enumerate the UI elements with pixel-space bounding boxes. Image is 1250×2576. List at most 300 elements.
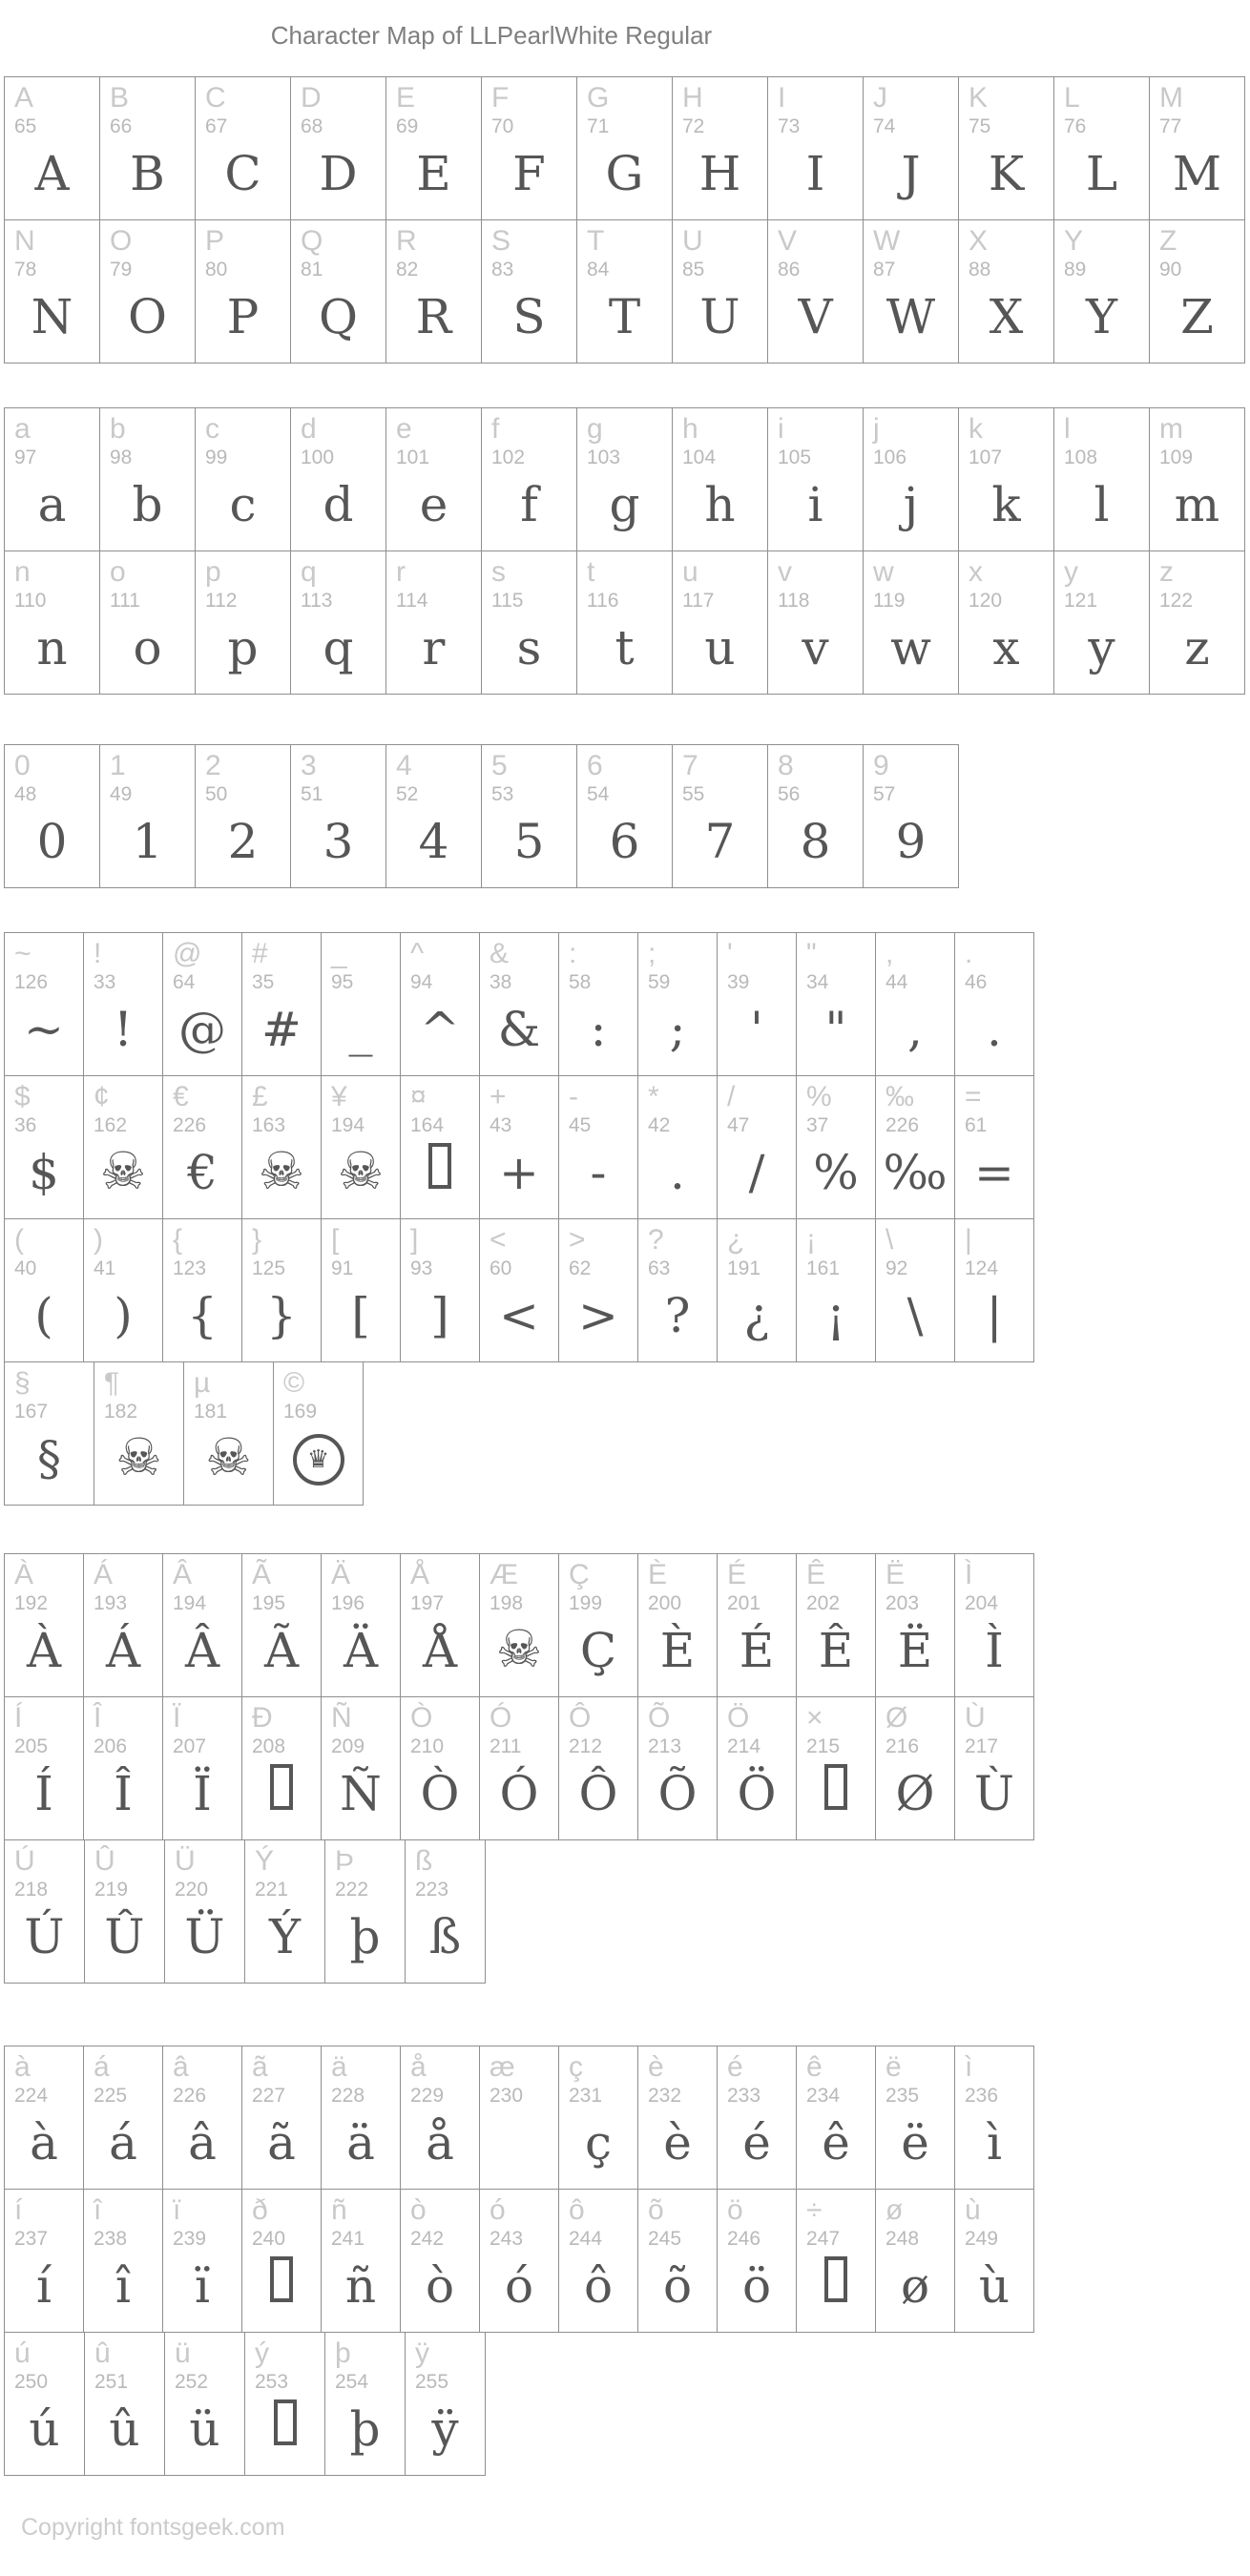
char-cell-125 xyxy=(241,1218,322,1362)
char-label: Ã xyxy=(252,1559,272,1590)
char-glyph: p xyxy=(227,620,259,675)
char-glyph: [ xyxy=(351,1288,370,1343)
char-label: Þ xyxy=(335,1845,355,1877)
char-glyph: 4 xyxy=(418,814,449,869)
char-glyph: 9 xyxy=(895,814,927,869)
char-cell-126 xyxy=(4,932,84,1076)
char-glyph: î xyxy=(115,2258,131,2314)
char-label: 6 xyxy=(587,750,603,781)
char-label: T xyxy=(587,225,605,257)
char-label: F xyxy=(491,82,510,114)
char-code: 124 xyxy=(965,1257,999,1279)
char-label: Á xyxy=(94,1559,114,1590)
char-glyph: u xyxy=(704,620,736,675)
char-code: 195 xyxy=(252,1592,286,1614)
char-code: 221 xyxy=(255,1879,289,1901)
char-code: 191 xyxy=(727,1257,761,1279)
char-glyph: ^ xyxy=(420,1002,460,1057)
char-code: 241 xyxy=(331,2228,365,2250)
char-label: V xyxy=(778,225,798,257)
char-glyph: U xyxy=(699,289,740,344)
char-label: £ xyxy=(252,1081,268,1112)
char-code: 85 xyxy=(682,259,705,280)
char-code: 235 xyxy=(885,2085,920,2107)
char-glyph: Ó xyxy=(499,1766,539,1821)
char-cell-196 xyxy=(321,1553,401,1697)
char-label: Ú xyxy=(14,1845,35,1877)
char-code: 67 xyxy=(205,115,228,137)
char-glyph: m xyxy=(1174,477,1220,532)
char-code: 118 xyxy=(778,590,810,612)
char-cell-58 xyxy=(558,932,638,1076)
char-label: Ë xyxy=(885,1559,906,1590)
char-glyph: À xyxy=(26,1623,62,1678)
char-cell-82 xyxy=(385,219,482,364)
char-glyph: Û xyxy=(104,1909,145,1964)
char-label: ' xyxy=(727,938,733,969)
char-label: Ï xyxy=(173,1702,181,1734)
char-label: t xyxy=(587,556,595,588)
char-cell-43 xyxy=(479,1075,559,1219)
notdef-box-icon xyxy=(824,2256,847,2302)
char-code: 209 xyxy=(331,1735,365,1757)
char-glyph: 2 xyxy=(227,814,259,869)
skull-crossbones-icon: ☠ xyxy=(495,1618,543,1679)
char-glyph: Ø xyxy=(895,1766,935,1821)
char-row xyxy=(4,2189,1250,2333)
char-code: 237 xyxy=(14,2228,49,2250)
char-code: 164 xyxy=(410,1114,445,1136)
char-code: 36 xyxy=(14,1114,37,1136)
char-glyph: E xyxy=(416,146,451,201)
char-cell-210 xyxy=(400,1696,480,1840)
char-label: r xyxy=(396,556,406,588)
char-glyph: 0 xyxy=(36,814,68,869)
char-label: > xyxy=(569,1224,586,1256)
char-glyph: ø xyxy=(900,2258,930,2314)
char-cell-46 xyxy=(954,932,1034,1076)
char-glyph: K xyxy=(988,146,1025,201)
char-label: Å xyxy=(410,1559,430,1590)
char-label: a xyxy=(14,413,31,445)
char-code: 169 xyxy=(283,1401,318,1423)
char-cell-111 xyxy=(99,551,196,695)
char-code: 245 xyxy=(648,2228,682,2250)
char-label: A xyxy=(14,82,34,114)
char-glyph: = xyxy=(974,1145,1014,1200)
char-glyph: € xyxy=(187,1145,218,1200)
char-code: 205 xyxy=(14,1735,49,1757)
char-code: 125 xyxy=(252,1257,286,1279)
char-code: 161 xyxy=(806,1257,841,1279)
char-glyph: n xyxy=(36,620,68,675)
char-glyph: W xyxy=(885,289,936,344)
char-cell-102 xyxy=(481,407,577,551)
char-label: G xyxy=(587,82,610,114)
char-code: 218 xyxy=(14,1879,49,1901)
char-code: 83 xyxy=(491,259,514,280)
char-label: - xyxy=(569,1081,578,1112)
char-label: Î xyxy=(94,1702,102,1734)
char-glyph: O xyxy=(128,289,167,344)
char-code: 167 xyxy=(14,1401,49,1423)
char-label: ý xyxy=(255,2337,269,2369)
char-cell-59 xyxy=(637,932,718,1076)
char-label: í xyxy=(14,2194,23,2226)
char-glyph: r xyxy=(422,620,446,675)
char-row xyxy=(4,2332,1250,2476)
char-glyph: e xyxy=(419,477,448,532)
char-code: 79 xyxy=(110,259,133,280)
char-glyph: s xyxy=(516,620,542,675)
char-cell-35 xyxy=(241,932,322,1076)
char-code: 234 xyxy=(806,2085,841,2107)
char-label: 9 xyxy=(873,750,889,781)
char-code: 64 xyxy=(173,971,196,993)
char-cell-87 xyxy=(863,219,959,364)
char-label: 8 xyxy=(778,750,794,781)
char-cell-74 xyxy=(863,76,959,220)
char-row xyxy=(4,219,1250,364)
char-row xyxy=(4,1075,1250,1219)
char-glyph: à xyxy=(30,2115,58,2171)
char-label: ù xyxy=(965,2194,981,2226)
char-label: : xyxy=(569,938,577,969)
char-cell-213 xyxy=(637,1696,718,1840)
char-glyph: Ö xyxy=(737,1766,777,1821)
char-label: 5 xyxy=(491,750,508,781)
char-code: 198 xyxy=(490,1592,524,1614)
char-cell-182 xyxy=(94,1361,184,1506)
char-label: â xyxy=(173,2051,189,2083)
char-glyph: ã xyxy=(267,2115,296,2171)
char-code: 163 xyxy=(252,1114,286,1136)
char-glyph: ì xyxy=(987,2115,1002,2171)
char-code: 227 xyxy=(252,2085,286,2107)
char-glyph: I xyxy=(805,146,825,201)
skull-crossbones-icon: ☠ xyxy=(205,1426,252,1487)
char-glyph: ü xyxy=(189,2401,220,2457)
char-code: 42 xyxy=(648,1114,671,1136)
char-glyph: } xyxy=(266,1288,297,1343)
char-glyph: ~ xyxy=(24,1002,64,1057)
char-cell-202 xyxy=(796,1553,876,1697)
section-uppercase xyxy=(4,76,1250,364)
char-code: 84 xyxy=(587,259,610,280)
char-code: 116 xyxy=(587,590,619,612)
char-code: 215 xyxy=(806,1735,841,1757)
char-label: [ xyxy=(331,1224,340,1256)
char-glyph: ÿ xyxy=(431,2401,459,2457)
char-row xyxy=(4,76,1250,220)
char-code: 89 xyxy=(1064,259,1087,280)
char-glyph: k xyxy=(991,477,1021,532)
char-code: 231 xyxy=(569,2085,603,2107)
char-code: 216 xyxy=(885,1735,920,1757)
char-cell-208 xyxy=(241,1696,322,1840)
char-cell-110 xyxy=(4,551,100,695)
char-code: 62 xyxy=(569,1257,592,1279)
char-cell-215 xyxy=(796,1696,876,1840)
char-label: À xyxy=(14,1559,34,1590)
char-glyph: Î xyxy=(114,1766,133,1821)
char-glyph: á xyxy=(109,2115,137,2171)
char-label: c xyxy=(205,413,219,445)
char-cell-205 xyxy=(4,1696,84,1840)
char-cell-226 xyxy=(875,1075,955,1219)
char-cell-66 xyxy=(99,76,196,220)
char-cell-39 xyxy=(717,932,797,1076)
char-label: R xyxy=(396,225,417,257)
char-label: < xyxy=(490,1224,507,1256)
char-label: Æ xyxy=(490,1559,518,1590)
char-glyph: ï xyxy=(195,2258,210,2314)
char-glyph: i xyxy=(807,477,823,532)
char-cell-212 xyxy=(558,1696,638,1840)
char-code: 55 xyxy=(682,783,705,805)
char-glyph: x xyxy=(992,620,1020,675)
char-label: K xyxy=(969,82,989,114)
char-label: ~ xyxy=(14,938,31,969)
char-cell-92 xyxy=(875,1218,955,1362)
char-label: E xyxy=(396,82,416,114)
char-code: 115 xyxy=(491,590,524,612)
char-glyph: Â xyxy=(184,1623,220,1678)
char-cell-49 xyxy=(99,744,196,888)
char-code: 73 xyxy=(778,115,801,137)
char-label: Í xyxy=(14,1702,23,1734)
char-cell-54 xyxy=(576,744,673,888)
char-code: 98 xyxy=(110,447,133,468)
char-label: ÷ xyxy=(806,2194,823,2226)
char-label: ( xyxy=(14,1224,24,1256)
char-cell-37 xyxy=(796,1075,876,1219)
char-glyph xyxy=(274,1425,363,1485)
char-cell-45 xyxy=(558,1075,638,1219)
char-label: ¶ xyxy=(104,1367,120,1399)
skull-crossbones-icon: ☠ xyxy=(337,1140,385,1201)
char-label: D xyxy=(301,82,322,114)
char-glyph: j xyxy=(903,477,919,532)
char-cell-194 xyxy=(162,1553,242,1697)
char-label: u xyxy=(682,556,698,588)
char-label: + xyxy=(490,1081,507,1112)
char-cell-232 xyxy=(637,2046,718,2190)
char-label: N xyxy=(14,225,35,257)
char-label: Y xyxy=(1064,225,1084,257)
char-code: 68 xyxy=(301,115,323,137)
char-cell-230 xyxy=(479,2046,559,2190)
char-label: i xyxy=(778,413,784,445)
char-glyph: 5 xyxy=(513,814,545,869)
char-cell-203 xyxy=(875,1553,955,1697)
char-glyph: 1 xyxy=(132,814,163,869)
char-cell-97 xyxy=(4,407,100,551)
char-code: 112 xyxy=(205,590,238,612)
char-glyph: @ xyxy=(178,1002,226,1057)
page-title: Character Map of LLPearlWhite Regular xyxy=(270,21,713,50)
char-code: 220 xyxy=(175,1879,209,1901)
char-code: 39 xyxy=(727,971,750,993)
char-cell-62 xyxy=(558,1218,638,1362)
char-label: ¿ xyxy=(727,1224,745,1256)
char-cell-240 xyxy=(241,2189,322,2333)
char-cell-251 xyxy=(84,2332,165,2476)
char-label: % xyxy=(806,1081,832,1112)
char-label: 7 xyxy=(682,750,698,781)
char-cell-68 xyxy=(290,76,386,220)
char-label: ß xyxy=(415,1845,433,1877)
char-label: § xyxy=(14,1367,31,1399)
char-cell-89 xyxy=(1053,219,1150,364)
char-code: 197 xyxy=(410,1592,445,1614)
char-code: 72 xyxy=(682,115,705,137)
char-glyph: è xyxy=(663,2115,692,2171)
char-code: 249 xyxy=(965,2228,999,2250)
char-code: 194 xyxy=(331,1114,365,1136)
char-cell-181 xyxy=(183,1361,274,1506)
char-label: * xyxy=(648,1081,659,1112)
char-code: 87 xyxy=(873,259,896,280)
char-cell-193 xyxy=(83,1553,163,1697)
char-cell-72 xyxy=(672,76,768,220)
char-cell-248 xyxy=(875,2189,955,2333)
char-glyph: ù xyxy=(978,2258,1010,2314)
char-glyph: Ä xyxy=(343,1623,379,1678)
char-label: ê xyxy=(806,2051,823,2083)
char-cell-38 xyxy=(479,932,559,1076)
char-label: ã xyxy=(252,2051,268,2083)
char-label: ÿ xyxy=(415,2337,429,2369)
char-label: ¡ xyxy=(806,1224,816,1256)
char-glyph: Ñ xyxy=(340,1766,382,1821)
char-cell-114 xyxy=(385,551,482,695)
char-label: k xyxy=(969,413,983,445)
char-code: 250 xyxy=(14,2371,49,2393)
char-cell-34 xyxy=(796,932,876,1076)
char-glyph: Q xyxy=(319,289,358,344)
char-cell-84 xyxy=(576,219,673,364)
char-cell-227 xyxy=(241,2046,322,2190)
char-code: 223 xyxy=(415,1879,449,1901)
char-glyph: D xyxy=(319,146,358,201)
char-cell-109 xyxy=(1149,407,1245,551)
char-glyph: ; xyxy=(669,1002,686,1057)
char-glyph: ' xyxy=(750,1002,763,1057)
char-glyph: § xyxy=(37,1431,61,1486)
char-cell-83 xyxy=(481,219,577,364)
char-cell-48 xyxy=(4,744,100,888)
char-glyph: ß xyxy=(428,1909,462,1964)
char-glyph: Ë xyxy=(897,1623,933,1678)
char-label: Ù xyxy=(965,1702,986,1734)
char-code: 111 xyxy=(110,590,140,612)
char-label: O xyxy=(110,225,133,257)
char-label: w xyxy=(873,556,894,588)
char-glyph: ó xyxy=(504,2258,534,2314)
char-label: Ö xyxy=(727,1702,750,1734)
char-code: 206 xyxy=(94,1735,128,1757)
char-cell-226 xyxy=(162,1075,242,1219)
char-label: 2 xyxy=(205,750,221,781)
char-row xyxy=(4,407,1250,551)
char-cell-86 xyxy=(767,219,864,364)
char-cell-167 xyxy=(4,1361,94,1506)
char-label: m xyxy=(1159,413,1183,445)
char-cell-162 xyxy=(83,1075,163,1219)
char-code: 69 xyxy=(396,115,419,137)
char-code: 63 xyxy=(648,1257,671,1279)
char-cell-247 xyxy=(796,2189,876,2333)
char-code: 217 xyxy=(965,1735,999,1757)
char-glyph xyxy=(797,2256,875,2313)
char-cell-77 xyxy=(1149,76,1245,220)
char-label: j xyxy=(873,413,880,445)
skull-crossbones-icon: ☠ xyxy=(258,1140,305,1201)
char-cell-249 xyxy=(954,2189,1034,2333)
char-code: 34 xyxy=(806,971,829,993)
char-code: 211 xyxy=(490,1735,522,1757)
char-label: o xyxy=(110,556,126,588)
char-code: 46 xyxy=(965,971,988,993)
crown-circle-icon: ♛ xyxy=(293,1434,344,1485)
char-glyph: . xyxy=(987,1002,1002,1057)
char-cell-105 xyxy=(767,407,864,551)
char-code: 95 xyxy=(331,971,354,993)
char-glyph: ( xyxy=(34,1288,53,1343)
char-label: ¥ xyxy=(331,1081,347,1112)
char-code: 113 xyxy=(301,590,333,612)
char-code: 251 xyxy=(94,2371,129,2393)
char-cell-123 xyxy=(162,1218,242,1362)
section-accents-lower xyxy=(4,2046,1250,2476)
char-label: # xyxy=(252,938,268,969)
char-glyph: / xyxy=(748,1145,765,1200)
char-cell-73 xyxy=(767,76,864,220)
char-label: Â xyxy=(173,1559,193,1590)
char-code: 203 xyxy=(885,1592,920,1614)
char-code: 199 xyxy=(569,1592,603,1614)
char-cell-94 xyxy=(400,932,480,1076)
char-code: 207 xyxy=(173,1735,207,1757)
char-glyph: Ì xyxy=(985,1623,1004,1678)
char-label: ? xyxy=(648,1224,664,1256)
char-cell-107 xyxy=(958,407,1054,551)
char-glyph: g xyxy=(609,477,640,532)
char-code: 225 xyxy=(94,2085,128,2107)
char-cell-228 xyxy=(321,2046,401,2190)
char-cell-197 xyxy=(400,1553,480,1697)
char-label: 1 xyxy=(110,750,126,781)
char-cell-50 xyxy=(195,744,291,888)
char-cell-207 xyxy=(162,1696,242,1840)
char-cell-191 xyxy=(717,1218,797,1362)
char-glyph: ¡ xyxy=(825,1288,846,1343)
char-label: , xyxy=(885,938,894,969)
char-glyph: 7 xyxy=(704,814,736,869)
char-code: 201 xyxy=(727,1592,761,1614)
char-label: ! xyxy=(94,938,102,969)
char-label: î xyxy=(94,2194,102,2226)
char-glyph: & xyxy=(497,1002,541,1057)
char-cell-36 xyxy=(4,1075,84,1219)
char-glyph xyxy=(245,2399,324,2456)
char-code: 86 xyxy=(778,259,801,280)
char-glyph: z xyxy=(1184,620,1210,675)
char-glyph: å xyxy=(426,2115,454,2171)
char-glyph: í xyxy=(36,2258,52,2314)
char-label: þ xyxy=(335,2337,351,2369)
